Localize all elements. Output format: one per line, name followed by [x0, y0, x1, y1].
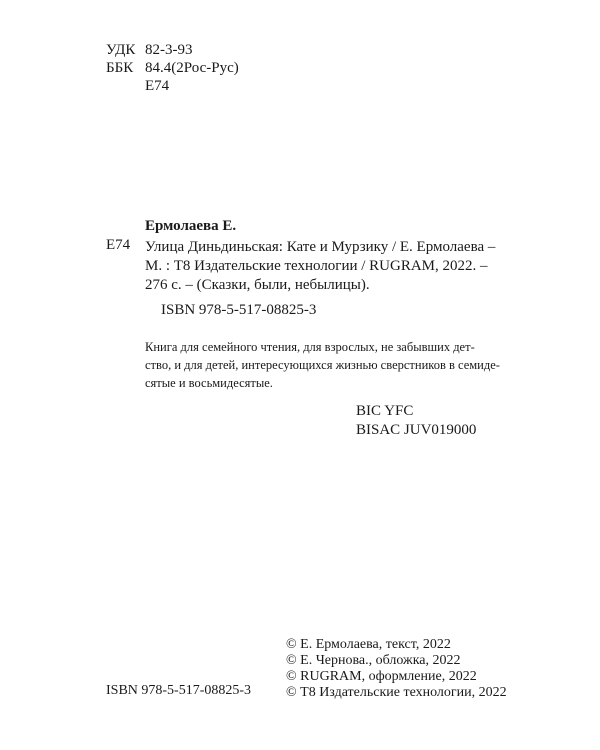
copyright-design: © RUGRAM, оформление, 2022 [286, 669, 477, 684]
footer-isbn: ISBN 978-5-517-08825-3 [106, 683, 252, 698]
catalog-line-3: 276 с. – (Сказки, были, небылицы). [145, 277, 370, 293]
catalog-line-1: Улица Диньдиньская: Кате и Мурзику / Е. Ермолаева – [145, 239, 496, 255]
annotation-line-3: сятые и восьмидесятые. [145, 376, 273, 390]
udk-value: 82-3-93 [145, 42, 193, 58]
bbk-value: 84.4(2Рос-Рус) [145, 60, 239, 76]
author-mark: Е74 [145, 78, 170, 94]
annotation-paragraph [145, 338, 510, 392]
bisac-code: BISAC JUV019000 [356, 422, 477, 438]
copyright-publisher: © Т8 Издательские технологии, 2022 [286, 685, 507, 700]
udk-label: УДК [106, 42, 136, 58]
bic-code: BIC YFC [356, 403, 414, 419]
annotation-line-1: Книга для семейного чтения, для взрослых, не забывших дет- [145, 340, 475, 354]
copyright-cover: © Е. Чернова., обложка, 2022 [286, 653, 461, 668]
catalog-isbn: ISBN 978-5-517-08825-3 [161, 302, 317, 318]
catalog-author: Ермолаева Е. [145, 218, 237, 234]
catalog-code: Е74 [106, 237, 131, 253]
copyright-text: © Е. Ермолаева, текст, 2022 [286, 637, 451, 652]
catalog-line-2: М. : Т8 Издательские технологии / RUGRAM, 2022. – [145, 258, 488, 274]
bbk-label: ББК [106, 60, 134, 76]
annotation-line-2: ство, и для детей, интересующихся жизнью сверстников в семиде- [145, 358, 500, 372]
